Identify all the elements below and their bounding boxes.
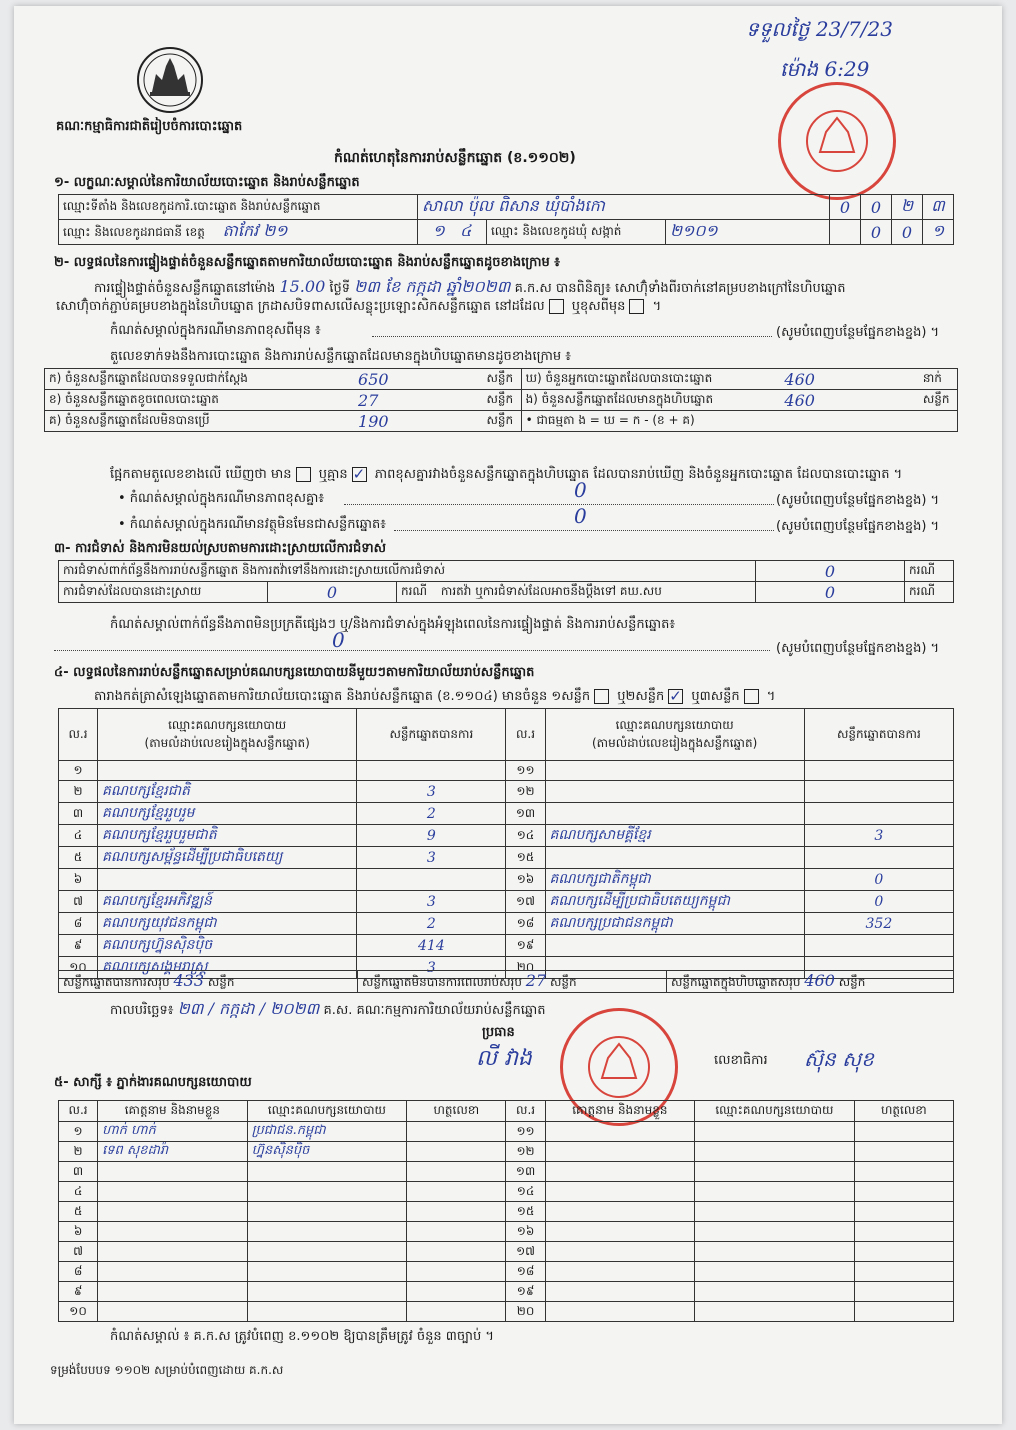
party-votes	[804, 935, 953, 957]
resolved-value: 0	[268, 582, 397, 603]
row-no: ១០	[59, 1302, 98, 1322]
row-no: ១៣	[506, 803, 545, 825]
changed-checkbox[interactable]	[629, 299, 644, 314]
witness-name	[98, 1202, 248, 1222]
row-no: ១៤	[506, 825, 545, 847]
row-no: ១៨	[506, 913, 545, 935]
table-row	[59, 1302, 954, 1322]
dotted-line	[372, 336, 772, 337]
hint: (សូមបំពេញបន្ថែមផ្នែកខាងខ្នង) ។	[776, 493, 940, 508]
table-row	[59, 761, 954, 781]
footnote: កំណត់សម្គាល់ ៖ គ.ក.ស ត្រូវបំពេញ ខ.១១០២ ឱ្យបានត្រឹមត្រូវ ចំនួន ៣ច្បាប់ ។	[110, 1329, 494, 1344]
angkor-emblem-icon	[130, 44, 210, 116]
party-votes	[357, 761, 506, 781]
no-diff-checkbox[interactable]: ✓	[352, 465, 366, 483]
hint: (សូមបំពេញបន្ថែមផ្នែកខាងខ្នង) ។	[776, 519, 940, 534]
witness-party	[695, 1202, 855, 1222]
col-no: ល.រ	[59, 709, 98, 761]
verify-time: 15.00	[279, 277, 326, 296]
party-votes	[804, 803, 953, 825]
witness-name	[98, 1242, 248, 1262]
section4-heading: ៤- លទ្ធផលនៃការរាប់សន្លឹកឆ្នោតសម្រាប់គណបក្សនយោបាយនីមួយៗតាមការិយាល័យរាប់សន្លឹកឆ្នោត	[54, 665, 535, 680]
witness-name	[545, 1282, 695, 1302]
party-name	[98, 869, 357, 891]
col-name: គោត្តនាម និងនាមខ្លួន	[98, 1101, 248, 1122]
table-row	[59, 869, 954, 891]
witness-sign	[407, 1222, 506, 1242]
change-note-hint: (សូមបំពេញបន្ថែមផ្នែកខាងខ្នង) ។	[776, 325, 940, 340]
date-value: ២៣ / កក្កដា / ២០២៣	[177, 999, 320, 1018]
total-valid: សន្លឹកឆ្នោតបានការសរុប 433 សន្លឹក	[59, 971, 358, 993]
commune-value: ២១០១	[666, 220, 830, 245]
province-code: ១ ៤	[418, 220, 487, 245]
objection-value: 0	[756, 561, 905, 582]
kha-value: 27	[354, 390, 482, 411]
party-votes: 2	[357, 803, 506, 825]
witness-name: ហាក់ ហាក់	[98, 1122, 248, 1142]
witness-name: ទេព សុខដារ៉ា	[98, 1142, 248, 1162]
two-sheet-checkbox[interactable]: ✓	[669, 687, 682, 705]
table-row	[59, 847, 954, 869]
party-name: គណបក្សប្រជាជនកម្ពុជា	[545, 913, 804, 935]
witness-name	[98, 1162, 248, 1182]
unit: សន្លឹក	[919, 390, 958, 411]
witness-name	[98, 1222, 248, 1242]
witness-table	[58, 1100, 954, 1322]
witness-sign	[854, 1302, 953, 1322]
witness-sign	[407, 1162, 506, 1182]
witness-party	[247, 1182, 407, 1202]
received-time: ម៉ោង 6:29	[780, 57, 870, 81]
org-name: គណៈកម្មាធិការជាតិរៀបចំការបោះឆ្នោត	[56, 119, 243, 134]
table-row	[59, 913, 954, 935]
witness-party	[247, 1162, 407, 1182]
row-no: ១៦	[506, 869, 545, 891]
witness-name	[545, 1182, 695, 1202]
witness-sign	[854, 1182, 953, 1202]
chair-label: ប្រធាន	[482, 1025, 515, 1040]
commune-label: ឈ្មោះ និងលេខកូដឃុំ សង្កាត់	[487, 220, 666, 245]
col-no: ល.រ	[506, 1101, 545, 1122]
row-no: ៩	[59, 935, 98, 957]
objection-label: ការជំទាស់ពាក់ព័ន្ធនឹងការរាប់សន្លឹកឆ្នោត និងការតវ៉ាទៅនឹងការដោះស្រាយលើការជំទាស់	[59, 561, 756, 582]
form-page	[14, 6, 1002, 1424]
party-votes: 3	[804, 825, 953, 847]
code-digit: ២	[892, 195, 923, 220]
one-sheet-checkbox[interactable]	[594, 689, 609, 704]
appeal-label: ករណី ការតវ៉ា ឬការជំទាស់ដែលអាចនឹងប្តឹងទៅ គឃ.សប	[397, 582, 756, 603]
figures-intro: តួលេខទាក់ទងនឹងការបោះឆ្នោត និងការរាប់សន្លឹកឆ្នោតដែលមានក្នុងហិបឆ្នោតមានដូចខាងក្រោម ៖	[110, 349, 571, 364]
row-no: ១០	[59, 957, 98, 979]
section1-heading: ១- លក្ខណៈសម្គាល់នៃការិយាល័យបោះឆ្នោត និងរាប់សន្លឹកឆ្នោត	[54, 175, 360, 190]
row-no: ២	[59, 1142, 98, 1162]
table-row	[59, 1202, 954, 1222]
ngo-value: 460	[780, 390, 918, 411]
section1-table	[58, 194, 954, 245]
dotted-line	[344, 504, 774, 505]
form-title: កំណត់ហេតុនៃការរាប់សន្លឹកឆ្នោត (ខ.១១០២)	[334, 150, 576, 166]
gho-label: ឃ) ចំនួនអ្នកបោះឆ្នោតដែលបានបោះឆ្នោត	[521, 369, 780, 390]
province-value: តាកែវ ២១	[222, 221, 288, 240]
witness-party	[247, 1302, 407, 1322]
row-no: ៥	[59, 1202, 98, 1222]
witness-sign	[407, 1262, 506, 1282]
row-no: ៣	[59, 1162, 98, 1182]
section2-heading: ២- លទ្ធផលនៃការផ្ទៀងផ្ទាត់ចំនួនសន្លឹកឆ្នោតតាមការិយាល័យបោះឆ្នោត និងរាប់សន្លឹកឆ្នោតដូចខាងក្រោម ៖	[54, 255, 560, 270]
code-digit: 0	[861, 195, 892, 220]
col-no: ល.រ	[506, 709, 545, 761]
party-name: គណបក្សសាមគ្គីខ្មែរ	[545, 825, 804, 847]
party-name: គណបក្សសម្ព័ន្ធដើម្បីប្រជាធិបតេយ្យ	[98, 847, 357, 869]
row-no: ៤	[59, 825, 98, 847]
code-digit: 0	[830, 195, 861, 220]
ko-label: គ) ចំនួនសន្លឹកឆ្នោតដែលមិនបានប្រើ	[45, 411, 355, 432]
witness-sign	[407, 1302, 506, 1322]
witness-name	[98, 1282, 248, 1302]
witness-name	[545, 1202, 695, 1222]
has-diff-checkbox[interactable]	[296, 467, 311, 482]
objection-note-label: កំណត់សម្គាល់ពាក់ព័ន្ធនឹងភាពមិនប្រក្រតីផ្សេងៗ ឬ/និងការជំទាស់ក្នុងអំឡុងពេលនៃការផ្ទៀងផ្ទាត់ និងការរាប់សន្លឹកឆ្នោត៖	[110, 617, 676, 632]
party-votes: 9	[357, 825, 506, 847]
col-votes: សន្លឹកឆ្នោតបានការ	[357, 709, 506, 761]
party-name: គណបក្សខ្មែររួបរួមជាតិ	[98, 825, 357, 847]
row-no: ៥	[59, 847, 98, 869]
hint: (សូមបំពេញបន្ថែមផ្នែកខាងខ្នង) ។	[776, 641, 940, 656]
results-table	[58, 708, 954, 979]
witness-name	[545, 1242, 695, 1262]
party-votes	[804, 781, 953, 803]
row-no: ២០	[506, 957, 545, 979]
witness-party	[695, 1142, 855, 1162]
party-votes: 3	[357, 891, 506, 913]
row-no: ៨	[59, 913, 98, 935]
witness-party: ប្រជាជន.កម្ពុជា	[247, 1122, 407, 1142]
compare-line: ផ្អែកតាមតួលេខខាងលើ ឃើញថា មាន ឬគ្មាន ✓ ភាពខុសគ្នារវាងចំនួនសន្លឹកឆ្នោតក្នុងហិបឆ្នោត ដែលបានរាប់ឃើញ និងចំនួនអ្នកបោះឆ្នោត ដែលបានបោះឆ្នោត ។	[110, 465, 903, 483]
unit: នាក់	[919, 369, 958, 390]
seal-line: សោហ៊ុំចាក់ភ្ជាប់គម្របខាងក្នុងនៃហិបឆ្នោត ក្រដាសបិទពាសលើសន្លុះប្រឡោះសិកសន្លឹកឆ្នោត នៅដដែល ឬខុសពីមុន ។	[56, 299, 662, 314]
formula: • ជាធម្មតា ង = ឃ = ក - (ខ + គ)	[521, 411, 957, 432]
row-no: ១៥	[506, 1202, 545, 1222]
total-valid-value: 433	[173, 971, 205, 990]
table-row	[59, 891, 954, 913]
kha-label: ខ) ចំនួនសន្លឹកឆ្នោតខូចពេលបោះឆ្នោត	[45, 390, 355, 411]
figures-table	[44, 368, 958, 432]
official-seal-icon	[778, 82, 896, 200]
row-no: ១១	[506, 761, 545, 781]
row-no: ១៣	[506, 1162, 545, 1182]
dotted-line	[394, 530, 774, 531]
row-no: ១៦	[506, 1222, 545, 1242]
witness-party	[695, 1262, 855, 1282]
party-name	[545, 935, 804, 957]
party-name	[98, 761, 357, 781]
party-votes: 3	[357, 847, 506, 869]
row-no: ១៩	[506, 935, 545, 957]
table-row	[59, 1162, 954, 1182]
row-no: ១១	[506, 1122, 545, 1142]
secretary-signature: ស៊ុន សុខ	[804, 1047, 874, 1071]
row-no: ១	[59, 761, 98, 781]
cases-unit: ករណី	[905, 582, 954, 603]
witness-sign	[854, 1202, 953, 1222]
table-row	[59, 1222, 954, 1242]
row2-label: ឈ្មោះ និងលេខកូដរាជធានី ខេត្ត តាកែវ ២១	[59, 220, 418, 245]
objection-note-value: 0	[332, 628, 345, 652]
ka-label: ក) ចំនួនសន្លឹកឆ្នោតដែលបានទទួលជាក់ស្តែង	[45, 369, 355, 390]
witness-party	[695, 1122, 855, 1142]
tally-sheets-line: តារាងកត់ត្រាសំឡេងឆ្នោតតាមការិយាល័យបោះឆ្នោត និងរាប់សន្លឹកឆ្នោត (ខ.១១០៤) មានចំនួន ១សន្លឹក ឬ២សន្លឹក ✓ ឬ៣សន្លឹក ។	[94, 687, 776, 705]
table-row	[59, 1242, 954, 1262]
witness-party	[247, 1202, 407, 1222]
witness-party	[247, 1242, 407, 1262]
witness-party	[695, 1162, 855, 1182]
party-name: គណបក្សខ្មែររួបរួម	[98, 803, 357, 825]
witness-sign	[854, 1242, 953, 1262]
witness-party: ហ្វ៊ុនស៊ិនប៉ិច	[247, 1142, 407, 1162]
row-no: ១៧	[506, 1242, 545, 1262]
row-no: ១២	[506, 1142, 545, 1162]
ko-value: 190	[354, 411, 482, 432]
objection-table	[58, 560, 954, 603]
witness-name	[545, 1222, 695, 1242]
row-no: ៩	[59, 1282, 98, 1302]
witness-party	[695, 1182, 855, 1202]
table-row	[59, 1122, 954, 1142]
table-row	[59, 825, 954, 847]
cases-unit: ករណី	[905, 561, 954, 582]
witness-party	[247, 1282, 407, 1302]
table-row	[59, 803, 954, 825]
witness-name	[545, 1302, 695, 1322]
witness-sign	[407, 1122, 506, 1142]
table-row	[59, 1182, 954, 1202]
witness-name	[545, 1142, 695, 1162]
witness-sign	[854, 1162, 953, 1182]
witness-party	[695, 1282, 855, 1302]
received-note: ទទួលថ្ងៃ 23/7/23	[746, 17, 893, 41]
witness-name	[98, 1182, 248, 1202]
odd-note-label: • កំណត់សម្គាល់ក្នុងករណីមានវត្ថុមិនមែនជាសន្លឹកឆ្នោត៖	[118, 517, 386, 532]
row-no: ៤	[59, 1182, 98, 1202]
unit: សន្លឹក	[482, 390, 521, 411]
col-party: ឈ្មោះគណបក្សនយោបាយ	[247, 1101, 407, 1122]
gho-value: 460	[780, 369, 918, 390]
witness-party	[695, 1242, 855, 1262]
verify-date: ២៣ ខែ កក្កដា ឆ្នាំ២០២៣	[354, 277, 511, 296]
party-name: គណបក្សយុវជនកម្ពុជា	[98, 913, 357, 935]
witness-sign	[854, 1282, 953, 1302]
party-name: គណបក្សហ្វ៊ុនស៊ិនប៉ិច	[98, 935, 357, 957]
unit: សន្លឹក	[482, 411, 521, 432]
table-row	[59, 1262, 954, 1282]
row-no: ៦	[59, 869, 98, 891]
total-box: សន្លឹកឆ្នោតក្នុងហិបឆ្នោតសរុប 460 សន្លឹក	[667, 971, 954, 993]
form-note: ទម្រង់បែបបទ ១១០២ សម្រាប់បំពេញដោយ គ.ក.ស	[50, 1363, 284, 1377]
witness-sign	[854, 1262, 953, 1282]
party-votes	[357, 869, 506, 891]
party-votes: 2	[357, 913, 506, 935]
party-name	[545, 847, 804, 869]
section3-heading: ៣- ការជំទាស់ និងការមិនយល់ស្របតាមការដោះស្រាយលើការជំទាស់	[54, 541, 386, 556]
appeal-value: 0	[756, 582, 905, 603]
row-no: ២	[59, 781, 98, 803]
row-no: ១	[59, 1122, 98, 1142]
table-row	[59, 781, 954, 803]
row-no: ២០	[506, 1302, 545, 1322]
unit: សន្លឹក	[482, 369, 521, 390]
secretary-label: លេខាធិការ	[714, 1053, 768, 1068]
witness-sign	[407, 1282, 506, 1302]
code-digit: 0	[861, 220, 892, 245]
witness-party	[695, 1302, 855, 1322]
party-name: គណបក្សដើម្បីប្រជាធិបតេយ្យកម្ពុជា	[545, 891, 804, 913]
col-party: ឈ្មោះគណបក្សនយោបាយ (តាមលំដាប់លេខរៀងក្នុងសន្លឹកឆ្នោត)	[98, 709, 357, 761]
party-name: គណបក្សសង្គមរាស្ត្រ	[98, 957, 357, 979]
witness-sign	[407, 1182, 506, 1202]
row-no: ១៥	[506, 847, 545, 869]
row-no: ១៨	[506, 1262, 545, 1282]
witness-sign	[854, 1222, 953, 1242]
same-checkbox[interactable]	[549, 299, 564, 314]
row-no: ១២	[506, 781, 545, 803]
party-votes: 3	[357, 957, 506, 979]
row-no: ៧	[59, 1242, 98, 1262]
party-votes: 0	[804, 869, 953, 891]
witness-sign	[407, 1142, 506, 1162]
change-note-label: កំណត់សម្គាល់ក្នុងករណីមានភាពខុសពីមុន ៖	[110, 323, 321, 338]
verify-line: ការផ្ទៀងផ្ទាត់ចំនួនសន្លឹកឆ្នោតនៅម៉ោង 15.00 ថ្ងៃទី ២៣ ខែ កក្កដា ឆ្នាំ២០២៣ គ.ក.ស បានពិនិត្យ៖ សោហ៊ុំទាំងពីរចាក់នៅគម្របខាងក្រៅនៃហិបឆ្នោត	[94, 277, 846, 296]
resolved-label: ការជំទាស់ដែលបានដោះស្រាយ	[59, 582, 268, 603]
party-name: គណបក្សជាតិកម្ពុជា	[545, 869, 804, 891]
ka-value: 650	[354, 369, 482, 390]
col-party: ឈ្មោះគណបក្សនយោបាយ (តាមលំដាប់លេខរៀងក្នុងសន្លឹកឆ្នោត)	[545, 709, 804, 761]
col-sign: ហត្ថលេខា	[854, 1101, 953, 1122]
row-no: ១៩	[506, 1282, 545, 1302]
party-votes	[804, 847, 953, 869]
party-name	[545, 761, 804, 781]
col-no: ល.រ	[59, 1101, 98, 1122]
witness-party	[247, 1222, 407, 1242]
three-sheet-checkbox[interactable]	[744, 689, 759, 704]
code-digit: 0	[892, 220, 923, 245]
col-party: ឈ្មោះគណបក្សនយោបាយ	[695, 1101, 855, 1122]
witness-name	[545, 1162, 695, 1182]
row-no: ៨	[59, 1262, 98, 1282]
witness-name	[98, 1262, 248, 1282]
row-no: ៧	[59, 891, 98, 913]
table-row	[59, 935, 954, 957]
table-row	[59, 1282, 954, 1302]
party-name	[545, 781, 804, 803]
total-box-value: 460	[804, 971, 835, 990]
col-sign: ហត្ថលេខា	[407, 1101, 506, 1122]
ngo-label: ង) ចំនួនសន្លឹកឆ្នោតដែលមានក្នុងហិបឆ្នោត	[521, 390, 780, 411]
chair-signature: លី វាង	[476, 1046, 532, 1071]
col-votes: សន្លឹកឆ្នោតបានការ	[804, 709, 953, 761]
row-no: ១៧	[506, 891, 545, 913]
party-votes: 414	[357, 935, 506, 957]
dotted-line	[54, 650, 770, 651]
witness-sign	[407, 1202, 506, 1222]
diff-note-value: 0	[574, 478, 587, 502]
party-name	[545, 803, 804, 825]
witness-party	[695, 1222, 855, 1242]
total-invalid: សន្លឹកឆ្នោតមិនបានការពេលរាប់សរុប 27 សន្លឹក	[358, 971, 667, 993]
section5-heading: ៥- សាក្សី ៖ ភ្នាក់ងារគណបក្សនយោបាយ	[54, 1075, 252, 1090]
witness-name	[545, 1262, 695, 1282]
col-name: គោត្តនាម និងនាមខ្លួន	[545, 1101, 695, 1122]
totals-table	[58, 970, 954, 993]
witness-name	[98, 1302, 248, 1322]
code-digit: ៣	[923, 195, 954, 220]
row1-value: សាលា ប៉ុល ពិសាន ឃុំបាំងកោ	[418, 195, 830, 220]
party-votes: 3	[357, 781, 506, 803]
table-row	[59, 1142, 954, 1162]
row-no: ៦	[59, 1222, 98, 1242]
party-name: គណបក្សខ្មែរជាតិ	[98, 781, 357, 803]
party-name: គណបក្សខ្មែរអភិវឌ្ឍន៍	[98, 891, 357, 913]
witness-sign	[854, 1122, 953, 1142]
witness-sign	[407, 1242, 506, 1262]
odd-note-value: 0	[574, 504, 587, 528]
row1-label: ឈ្មោះទីតាំង និងលេខកូដការិ.បោះឆ្នោត និងរាប់សន្លឹកឆ្នោត	[59, 195, 418, 220]
party-votes	[804, 761, 953, 781]
witness-party	[247, 1262, 407, 1282]
date-line: កាលបរិច្ឆេទ៖ ២៣ / កក្កដា / ២០២៣ គ.ស. គណៈកម្មការការិយាល័យរាប់សន្លឹកឆ្នោត	[110, 999, 546, 1018]
witness-sign	[854, 1142, 953, 1162]
row-no: ១៤	[506, 1182, 545, 1202]
total-invalid-value: 27	[525, 971, 547, 990]
code-digit: ១	[923, 220, 954, 245]
diff-note-label: • កំណត់សម្គាល់ក្នុងករណីមានភាពខុសគ្នា៖	[118, 491, 325, 506]
party-votes: 352	[804, 913, 953, 935]
witness-name	[545, 1122, 695, 1142]
party-votes: 0	[804, 891, 953, 913]
row-no: ៣	[59, 803, 98, 825]
